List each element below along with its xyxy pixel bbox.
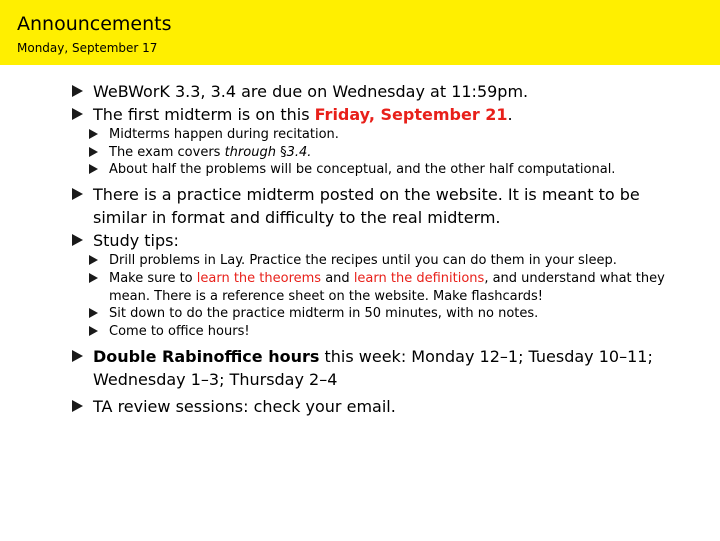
bullet-midterm-date [72,103,672,126]
sub-bullet-triangle-icon [89,129,98,139]
sub-bullet-emphasis: through [224,144,276,160]
sub-bullet-office-hours [87,323,672,341]
bullet-ta-sessions [72,395,672,418]
slide-content [72,80,672,418]
sub-bullet-text: The exam covers [109,144,225,160]
sub-bullet-text: § [275,144,287,160]
learn-definitions-highlight: learn the definitions [353,270,485,286]
slide-header [0,0,720,65]
sub-bullet-list [87,126,672,179]
bullet-text: The first midterm is on this [93,105,315,124]
sub-bullet-problem-split [87,161,672,179]
sub-bullet-triangle-icon [89,147,98,157]
sub-bullet-exam-coverage [87,144,672,162]
slide-title: Announcements [17,13,172,35]
learn-theorems-highlight: learn the theorems [196,270,322,286]
bullet-text: this week: Monday 12–1; Tuesday 10–11; Wednesday 1–3; Thursday 2–4 [93,346,653,389]
sub-bullet-text: About half the problems will be conceptual, and the other half computational. [109,162,616,178]
bullet-study-tips [72,229,672,252]
bullet-triangle-icon [72,234,83,246]
sub-bullet-recitation [87,126,672,144]
sub-bullet-text: and [321,270,354,286]
sub-bullet-practice-timed [87,305,672,323]
sub-bullet-triangle-icon [89,308,98,318]
sub-bullet-triangle-icon [89,164,98,174]
bullet-text: Study tips: [93,231,179,251]
sub-bullet-triangle-icon [89,326,98,336]
sub-bullet-text: Sit down to do the practice midterm in 50 minutes, with no notes. [109,306,539,322]
sub-bullet-drill [87,252,672,270]
bullet-text: There is a practice midterm posted on the website. It is meant to be similar in format and difficulty to the real midterm. [93,185,640,228]
bullet-triangle-icon [72,350,83,362]
bullet-triangle-icon [72,108,83,120]
sub-bullet-triangle-icon [89,255,98,265]
sub-bullet-text: Midterms happen during recitation. [109,127,339,142]
bullet-text: TA review sessions: check your email. [93,396,396,416]
office-hours-highlight: Double Rabinoffice hours [93,346,320,366]
bullet-text: WeBWorK 3.3, 3.4 are due on Wednesday at 11:59pm. [93,82,529,101]
bullet-triangle-icon [72,188,83,200]
sub-bullet-emphasis: 3.4. [286,144,312,160]
sub-bullet-list [87,252,672,341]
sub-bullet-learn [87,270,672,305]
sub-bullet-text: , and understand what they mean. There is a reference sheet on the website. Make flashcards! [109,270,665,304]
sub-bullet-text: Make sure to [109,270,197,286]
bullet-practice-midterm [72,183,672,229]
bullet-office-hours [72,345,672,391]
slide-date: Monday, September 17 [17,41,158,55]
sub-bullet-triangle-icon [89,273,98,283]
bullet-triangle-icon [72,85,83,97]
bullet-text: . [507,105,513,124]
bullet-triangle-icon [72,400,83,412]
bullet-list [72,80,672,418]
sub-bullet-text: Drill problems in Lay. Practice the recipes until you can do them in your sleep. [109,253,617,269]
sub-bullet-text: Come to office hours! [109,323,250,339]
bullet-webwork [72,80,672,103]
midterm-date-highlight: Friday, September 21 [314,105,508,124]
